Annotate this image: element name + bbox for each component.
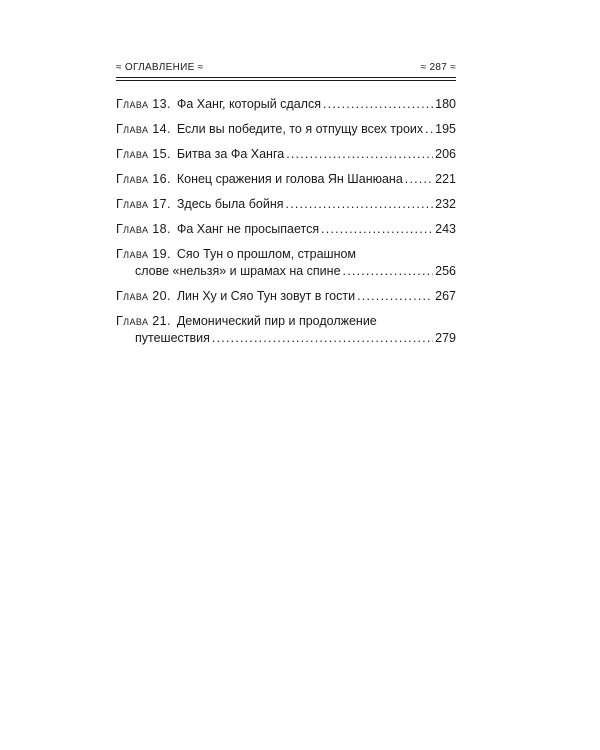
chapter-word: Глава [116, 289, 149, 303]
dot-leader [212, 330, 433, 347]
chapter-word: Глава [116, 172, 149, 186]
header-rule-bottom [116, 80, 456, 81]
chapter-title: Сяо Тун о прошлом, страшном [176, 247, 357, 261]
toc-entry [116, 146, 456, 163]
chapter-label [116, 313, 171, 330]
chapter-title: Если вы победите, то я отпущу всех троих [176, 122, 424, 136]
dot-leader [321, 221, 433, 238]
chapter-title: Фа Ханг, который сдался [176, 97, 321, 111]
toc-entry-line [116, 96, 456, 113]
toc-entry [116, 221, 456, 238]
chapter-number: 14. [152, 122, 171, 136]
chapter-label [116, 171, 171, 188]
page-number: 206 [435, 147, 456, 161]
toc-entry-line [116, 330, 456, 347]
dot-leader [286, 196, 434, 213]
toc-entry-line [116, 146, 456, 163]
chapter-word: Глава [116, 222, 149, 236]
chapter-number: 15. [152, 147, 171, 161]
page-number: 180 [435, 97, 456, 111]
page-number: 243 [435, 222, 456, 236]
chapter-label [116, 221, 171, 238]
toc-entry [116, 171, 456, 188]
dot-leader [286, 146, 433, 163]
header-rule-top [116, 77, 456, 78]
page-number: 221 [435, 172, 456, 186]
toc-entry-line [116, 221, 456, 238]
chapter-title: слове «нельзя» и шрамах на спине [135, 264, 341, 278]
dot-leader [357, 288, 433, 305]
toc-entry-line [116, 288, 456, 305]
chapter-title: путешествия [135, 331, 210, 345]
toc-entry [116, 96, 456, 113]
page-number: 232 [435, 197, 456, 211]
chapter-number: 17. [152, 197, 171, 211]
chapter-word: Глава [116, 197, 149, 211]
table-of-contents [116, 96, 456, 355]
chapter-title: Демонический пир и продолжение [176, 314, 377, 328]
chapter-label [116, 121, 171, 138]
chapter-title: Битва за Фа Ханга [176, 147, 285, 161]
chapter-word: Глава [116, 122, 149, 136]
page-number: 267 [435, 289, 456, 303]
chapter-label [116, 246, 171, 263]
chapter-word: Глава [116, 247, 149, 261]
chapter-title: Фа Ханг не просыпается [176, 222, 320, 236]
toc-entry [116, 121, 456, 138]
chapter-number: 13. [152, 97, 171, 111]
page-number: 279 [435, 331, 456, 345]
page-number: 256 [435, 264, 456, 278]
toc-entry-line [116, 263, 456, 280]
chapter-title: Здесь была бойня [176, 197, 284, 211]
toc-entry [116, 246, 456, 280]
dot-leader [343, 263, 434, 280]
chapter-label [116, 146, 171, 163]
toc-entry [116, 288, 456, 305]
dot-leader [425, 121, 433, 138]
toc-entry [116, 196, 456, 213]
toc-entry [116, 313, 456, 347]
chapter-number: 20. [152, 289, 171, 303]
chapter-label [116, 196, 171, 213]
chapter-number: 16. [152, 172, 171, 186]
chapter-label [116, 288, 171, 305]
chapter-number: 19. [152, 247, 171, 261]
running-head-page-number: ≈ 287 ≈ [420, 62, 456, 73]
toc-entry-line [116, 246, 456, 263]
chapter-number: 21. [152, 314, 171, 328]
running-head [116, 62, 456, 76]
dot-leader [323, 96, 433, 113]
chapter-word: Глава [116, 147, 149, 161]
chapter-title: Конец сражения и голова Ян Шанюана [176, 172, 403, 186]
toc-entry-line [116, 121, 456, 138]
toc-entry-line [116, 313, 456, 330]
chapter-word: Глава [116, 97, 149, 111]
toc-entry-line [116, 196, 456, 213]
chapter-title: Лин Ху и Сяо Тун зовут в гости [176, 289, 356, 303]
chapter-label [116, 96, 171, 113]
dot-leader [405, 171, 433, 188]
chapter-number: 18. [152, 222, 171, 236]
running-head-section: ≈ ОГЛАВЛЕНИЕ ≈ [116, 62, 204, 73]
page-number: 195 [435, 122, 456, 136]
toc-entry-line [116, 171, 456, 188]
chapter-word: Глава [116, 314, 149, 328]
